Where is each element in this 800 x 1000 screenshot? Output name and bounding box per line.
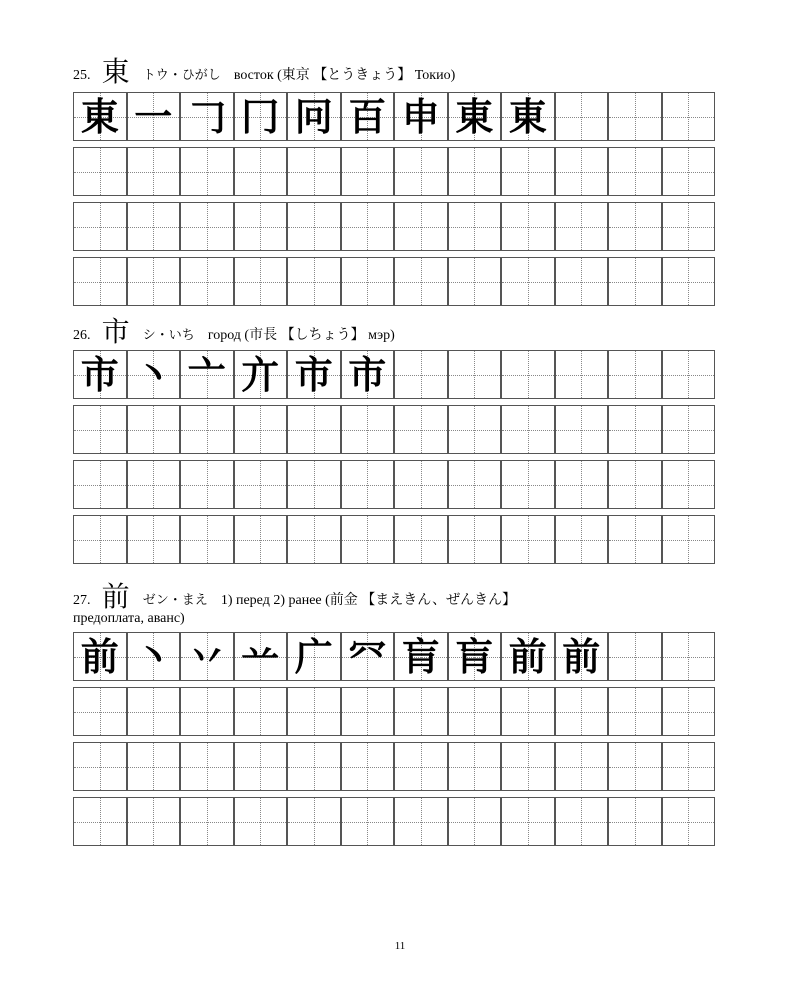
practice-cell [608,405,662,454]
stroke-order-glyph: 亠 [187,352,226,397]
practice-cell [234,405,288,454]
practice-cell [608,257,662,306]
stroke-order-glyph: 亣 [241,352,280,397]
practice-cell [127,202,181,251]
practice-cell [180,350,234,399]
practice-cell [127,742,181,791]
practice-cell [127,257,181,306]
practice-cell [501,92,555,141]
practice-cell [501,460,555,509]
practice-cell [287,742,341,791]
practice-row [73,687,715,736]
practice-cell [287,92,341,141]
practice-cell [234,687,288,736]
practice-cell [73,460,127,509]
stroke-order-glyph: 市 [294,352,333,397]
practice-cell [448,92,502,141]
practice-cell [341,742,395,791]
practice-cell [608,147,662,196]
practice-cell [662,687,716,736]
practice-cell [234,147,288,196]
practice-cell [448,257,502,306]
stroke-order-glyph: 广 [294,634,333,679]
kanji-character: 市 [101,315,130,348]
practice-cell [234,460,288,509]
practice-cell [662,202,716,251]
practice-cell [127,687,181,736]
kanji-meaning-continued: предоплата, аванс) [73,611,185,626]
practice-cell [180,515,234,564]
stroke-order-glyph: 東 [508,94,547,139]
practice-cell [180,257,234,306]
practice-cell [234,742,288,791]
practice-cell [608,92,662,141]
practice-row [73,405,715,454]
practice-cell [73,257,127,306]
practice-cell [448,405,502,454]
practice-cell [501,632,555,681]
practice-cell [555,350,609,399]
kanji-meaning: восток (東京 【とうきょう】 Токио) [233,68,456,83]
practice-cell [555,202,609,251]
practice-cell [127,405,181,454]
practice-cell [448,687,502,736]
practice-cell [501,742,555,791]
practice-cell [608,632,662,681]
kanji-reading: トウ・ひがし [142,68,221,83]
practice-cell [341,632,395,681]
practice-cell [662,92,716,141]
practice-row [73,350,715,399]
practice-cell [287,350,341,399]
practice-cell [394,147,448,196]
practice-cell [555,147,609,196]
practice-cell [608,202,662,251]
practice-cell [501,687,555,736]
practice-cell [608,515,662,564]
kanji-meaning: 1) перед 2) ранее (前金 【まえきん、ぜんきん】 [220,593,517,608]
practice-row [73,202,715,251]
practice-cell [287,687,341,736]
practice-cell [127,515,181,564]
stroke-order-glyph: 申 [401,94,440,139]
practice-cell [662,742,716,791]
practice-cell [662,147,716,196]
practice-cell [73,687,127,736]
practice-row [73,515,715,564]
stroke-order-glyph: 冋 [294,94,333,139]
practice-cell [555,742,609,791]
practice-cell [662,797,716,846]
practice-cell [287,460,341,509]
practice-cell [127,350,181,399]
practice-cell [555,632,609,681]
practice-cell [127,797,181,846]
practice-cell [180,92,234,141]
kanji-reading: シ・いち [142,328,195,343]
practice-cell [287,147,341,196]
stroke-order-glyph: 肓 [455,634,494,679]
stroke-order-glyph: 䒑 [241,634,280,679]
stroke-order-glyph: 𠃌 [187,94,226,139]
practice-cell [555,515,609,564]
practice-cell [287,515,341,564]
section-number: 26. [73,328,91,343]
practice-cell [448,797,502,846]
stroke-order-glyph: 百 [348,94,387,139]
practice-cell [608,797,662,846]
practice-cell [662,515,716,564]
stroke-order-glyph: 東 [80,94,119,139]
practice-cell [234,797,288,846]
practice-cell [341,147,395,196]
practice-row [73,147,715,196]
practice-row [73,460,715,509]
stroke-order-glyph: 丶 [134,634,173,679]
stroke-order-glyph: 㓁 [348,634,387,679]
practice-cell [73,92,127,141]
practice-cell [448,147,502,196]
practice-cell [127,92,181,141]
practice-cell [555,405,609,454]
practice-cell [341,202,395,251]
section-heading [73,580,715,613]
practice-cell [341,350,395,399]
practice-row [73,257,715,306]
practice-cell [394,460,448,509]
practice-cell [662,350,716,399]
practice-cell [394,797,448,846]
practice-cell [287,632,341,681]
practice-cell [448,632,502,681]
stroke-order-glyph: 前 [508,634,547,679]
practice-cell [127,632,181,681]
practice-cell [662,460,716,509]
practice-cell [73,632,127,681]
practice-cell [608,350,662,399]
practice-cell [341,797,395,846]
practice-cell [180,797,234,846]
section-heading [73,55,715,88]
practice-cell [394,515,448,564]
stroke-order-glyph: 冂 [241,94,280,139]
practice-cell [341,257,395,306]
practice-row [73,92,715,141]
practice-cell [394,350,448,399]
practice-cell [287,257,341,306]
practice-cell [180,687,234,736]
practice-cell [234,92,288,141]
practice-cell [234,257,288,306]
practice-cell [448,202,502,251]
practice-cell [608,460,662,509]
practice-cell [73,742,127,791]
kanji-reading: ゼン・まえ [142,593,208,608]
practice-cell [394,405,448,454]
stroke-order-glyph: 丶 [134,352,173,397]
practice-cell [234,515,288,564]
practice-cell [555,460,609,509]
practice-cell [448,350,502,399]
kanji-character: 東 [101,55,130,88]
practice-cell [73,350,127,399]
stroke-order-glyph: 肓 [401,634,440,679]
practice-cell [555,687,609,736]
practice-cell [73,147,127,196]
practice-cell [73,405,127,454]
practice-cell [662,632,716,681]
practice-cell [608,687,662,736]
practice-cell [501,202,555,251]
practice-row [73,742,715,791]
practice-cell [448,515,502,564]
practice-cell [394,632,448,681]
practice-cell [448,742,502,791]
practice-cell [341,92,395,141]
practice-cell [341,460,395,509]
practice-cell [555,797,609,846]
section-number: 27. [73,593,91,608]
practice-row [73,632,715,681]
practice-cell [180,147,234,196]
practice-cell [555,257,609,306]
practice-cell [501,405,555,454]
practice-cell [287,405,341,454]
practice-cell [341,405,395,454]
practice-cell [394,687,448,736]
practice-cell [73,515,127,564]
practice-cell [341,515,395,564]
practice-cell [234,202,288,251]
practice-cell [501,350,555,399]
practice-cell [341,687,395,736]
stroke-order-glyph: 前 [562,634,601,679]
practice-cell [180,742,234,791]
practice-cell [555,92,609,141]
practice-cell [501,797,555,846]
practice-cell [662,405,716,454]
stroke-order-glyph: 一 [134,94,173,139]
practice-cell [127,147,181,196]
practice-cell [73,202,127,251]
stroke-order-glyph: 東 [455,94,494,139]
section-number: 25. [73,68,91,83]
practice-cell [394,92,448,141]
kanji-character: 前 [101,580,130,613]
practice-cell [608,742,662,791]
practice-cell [287,797,341,846]
practice-cell [234,632,288,681]
practice-cell [234,350,288,399]
practice-row [73,797,715,846]
stroke-order-glyph: 市 [348,352,387,397]
practice-cell [180,405,234,454]
practice-cell [394,257,448,306]
practice-cell [394,742,448,791]
practice-cell [73,797,127,846]
practice-cell [180,202,234,251]
stroke-order-glyph: 市 [80,352,119,397]
section-heading [73,315,715,348]
practice-cell [501,515,555,564]
stroke-order-glyph: 前 [80,634,119,679]
practice-cell [501,147,555,196]
stroke-order-glyph: 丷 [187,634,226,679]
practice-cell [501,257,555,306]
practice-cell [127,460,181,509]
practice-cell [394,202,448,251]
practice-cell [180,632,234,681]
practice-cell [287,202,341,251]
practice-cell [180,460,234,509]
kanji-meaning: город (市長 【しちょう】 мэр) [207,328,395,343]
practice-cell [448,460,502,509]
practice-cell [662,257,716,306]
page-number: 11 [394,940,406,952]
